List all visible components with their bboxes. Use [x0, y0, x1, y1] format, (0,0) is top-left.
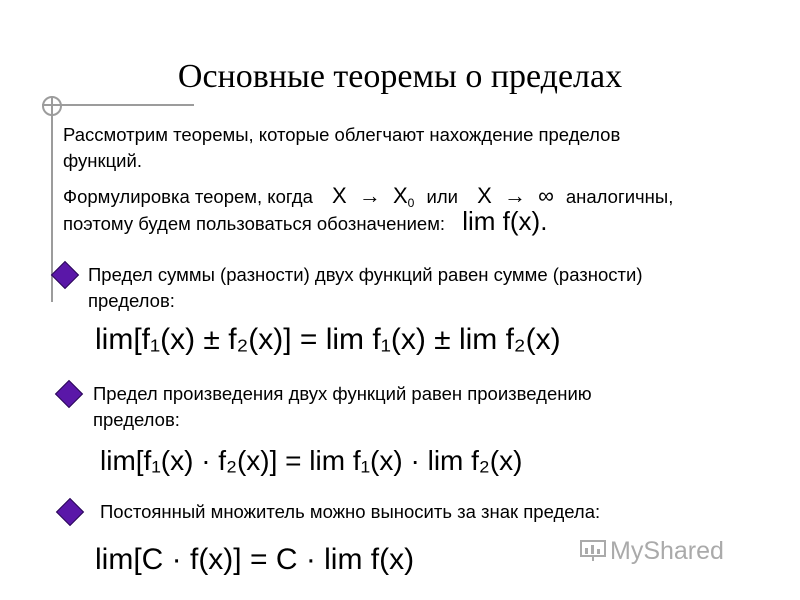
decor-horizontal-line	[42, 104, 194, 106]
theorem-3-formula: lim[C · f(x)] = C · lim f(x)	[95, 543, 415, 576]
intro-line-1: Рассмотрим теоремы, которые облегчают нахождение пределов	[63, 124, 621, 145]
decor-circle	[42, 96, 62, 116]
theorem-2-line-2: пределов:	[93, 409, 180, 430]
formula-x-to-x0	[332, 183, 420, 211]
presentation-icon	[580, 540, 606, 562]
formulation-text-2: аналогичны,	[565, 186, 674, 207]
theorem-1-formula: lim[f₁(x) ± f₂(x)] = lim f₁(x) ± lim f₂(x)	[95, 323, 561, 356]
watermark-text: MyShared	[610, 537, 724, 565]
var-x0: X	[392, 183, 408, 208]
intro-line-2: функций.	[63, 150, 142, 171]
theorem-2-formula: lim[f₁(x) · f₂(x)] = lim f₁(x) · lim f₂(x)	[100, 445, 523, 476]
formulation-text-1: Формулировка теорем, когда	[63, 186, 313, 207]
arrow-symbol: →	[358, 183, 381, 208]
theorem-1-line-2: пределов:	[88, 290, 175, 311]
or-word: или	[426, 186, 458, 207]
arrow-symbol-2: →	[503, 183, 526, 208]
decor-vertical-line	[51, 96, 53, 302]
notation-formula: lim f(x).	[462, 206, 548, 236]
theorem-2-line-1: Предел произведения двух функций равен произведению	[93, 383, 592, 404]
slide-title: Основные теоремы о пределах	[177, 58, 623, 95]
formulation-line-2	[63, 206, 548, 236]
var-x2: X	[477, 183, 492, 208]
infinity-symbol: ∞	[538, 183, 554, 208]
bullet-diamond-1	[51, 261, 79, 289]
formula-x-to-inf	[477, 183, 560, 208]
sub-zero: 0	[407, 196, 415, 211]
bullet-diamond-2	[55, 380, 83, 408]
bullet-diamond-3	[56, 498, 84, 526]
var-x: X	[332, 183, 347, 208]
theorem-1-line-1: Предел суммы (разности) двух функций равен сумме (разности)	[88, 264, 643, 285]
formulation-text-3: поэтому будем пользоваться обозначением:	[63, 213, 446, 234]
theorem-3-line-1: Постоянный множитель можно выносить за знак предела:	[100, 501, 601, 522]
